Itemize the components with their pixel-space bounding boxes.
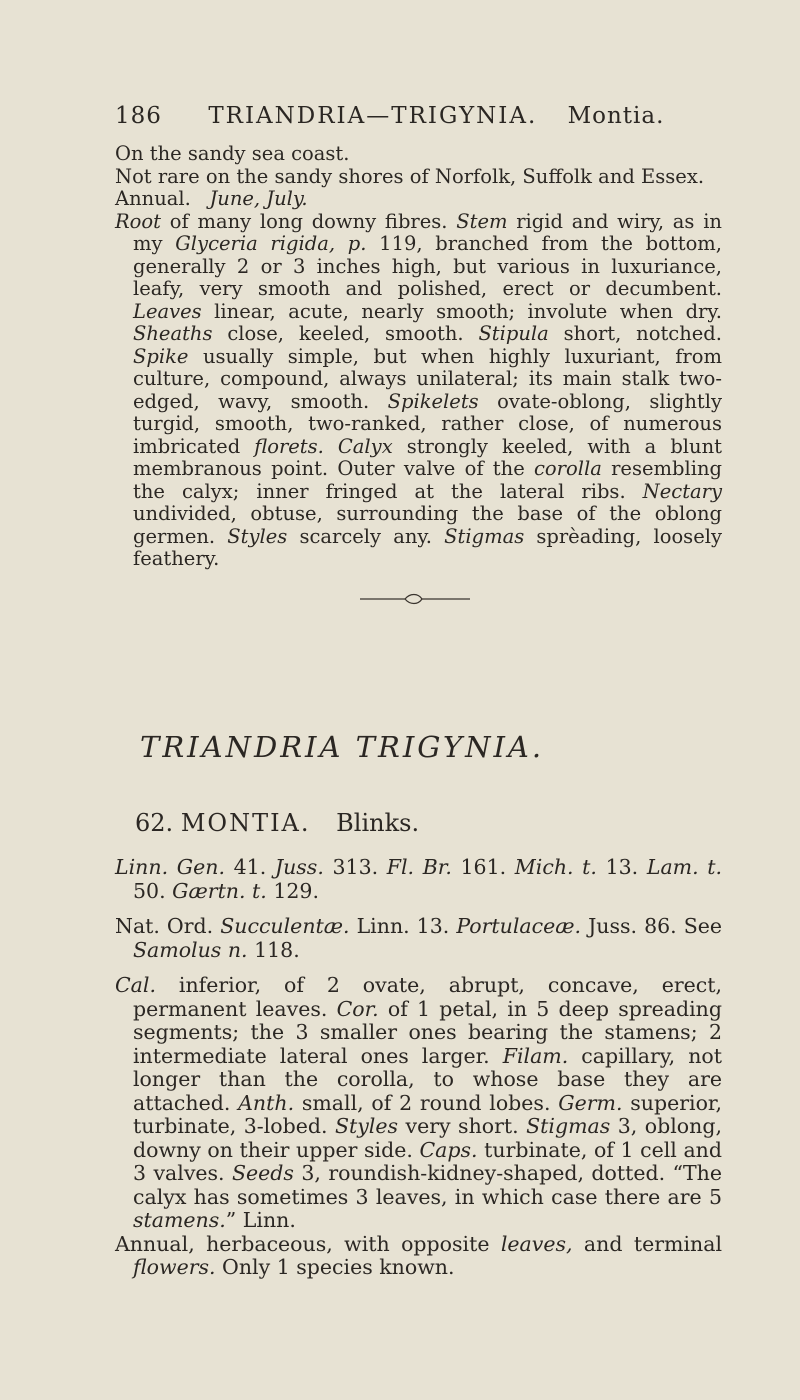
italic-term: Sheaths [133, 322, 213, 345]
text-run: capillary, not longer than the corolla, to whose base they are attached. [133, 1043, 722, 1115]
text-run: linear, acute, nearly smooth; involute when dry. [201, 299, 722, 323]
italic-term: Stigmas [444, 524, 525, 548]
italic-term: flowers. [133, 1255, 216, 1279]
text-run: inferior, of 2 ovate, abrupt, concave, erect, permanent leaves. [133, 973, 722, 1021]
top-entry [115, 143, 722, 571]
text-run: close, keeled, smooth. [212, 322, 479, 345]
italic-term: corolla [534, 457, 602, 480]
italic-term: Anth. [238, 1090, 295, 1115]
italic-term: Mich. t. [514, 855, 597, 879]
habit-line [115, 1233, 722, 1280]
ornamental-divider [360, 592, 470, 606]
italic-term: Styles [227, 524, 288, 548]
text-run: 3, roundish-kidney-shaped, dotted. “The calyx has sometimes 3 leaves, in which case there are 5 [133, 1161, 723, 1209]
page-number: 186 [115, 103, 162, 129]
duration-months: June, July. [209, 187, 308, 210]
locality-line: Not rare on the sandy shores of Norfolk, Suffolk and Essex. [115, 164, 705, 188]
text-run: 161. [451, 855, 515, 879]
text-run: very short. [398, 1114, 527, 1138]
text-run: Annual, herbaceous, with opposite [115, 1231, 501, 1256]
text-run: 119, branched from the bottom, generally 2 or 3 inches high, but various in luxuriance, leafy, very smooth and polished, erect or decumbent. [133, 232, 722, 300]
italic-term: Juss. [274, 855, 324, 879]
text-run: 118. [247, 937, 300, 962]
text-run: 313. [323, 855, 387, 879]
species-description [115, 211, 722, 571]
italic-term: Glyceria rigida, p. [175, 232, 367, 255]
italic-term: Cal. [115, 973, 156, 997]
italic-term: Lam. t. [646, 855, 723, 879]
text-run [324, 435, 338, 458]
text-run: short, notched. [548, 322, 722, 345]
text-run: and terminal [572, 1231, 722, 1256]
italic-term: stamens. [133, 1208, 226, 1232]
italic-term: Fl. Br. [386, 855, 452, 879]
italic-term: Germ. [558, 1090, 623, 1115]
genus-authority: Blinks. [336, 809, 420, 837]
section-title: TRIANDRIA TRIGYNIA. [140, 730, 545, 764]
text-run: 41. [224, 855, 275, 879]
text-run: 3, oblong, downy on their upper side. [133, 1114, 722, 1162]
header-genus: Montia. [567, 103, 665, 129]
text-run: turbinate, of 1 cell and 3 valves. [133, 1137, 722, 1185]
italic-term: Root [115, 209, 161, 233]
italic-term: Spike [133, 344, 189, 368]
italic-term: Succulentæ. [220, 914, 350, 938]
text-run: of many long downy fibres. [161, 209, 457, 233]
text-run: ” Linn. [225, 1208, 296, 1232]
text-run: Only 1 species known. [215, 1255, 455, 1279]
text-run: superior, turbinate, 3-lobed. [133, 1090, 722, 1138]
text-run: 50. [133, 878, 173, 903]
text-run: Linn. 13. [349, 914, 457, 938]
italic-term: Nectary [642, 479, 722, 503]
text-run: undivided, obtuse, surrounding the base of the oblong germen. [133, 502, 722, 548]
duration-label: Annual. [115, 187, 191, 210]
genus-name: MONTIA. [180, 809, 311, 837]
italic-term: Stipula [478, 322, 549, 345]
text-run: resembling the calyx; inner fringed at the lateral ribs. [133, 457, 722, 503]
text-run: small, of 2 round lobes. [294, 1090, 559, 1115]
italic-term: Portulaceæ. [456, 914, 582, 938]
italic-term: Filam. [502, 1043, 569, 1068]
text-run: sprèading, loosely feathery. [133, 524, 722, 570]
italic-term: Linn. Gen. [115, 855, 225, 879]
text-run: of 1 petal, in 5 deep spreading segments; the 3 smaller ones bearing the stamens; 2 intermediate lateral ones larger. [133, 996, 722, 1068]
italic-term: Leaves [133, 299, 202, 323]
italic-term: Samolus n. [133, 937, 248, 962]
italic-term: Caps. [419, 1137, 478, 1162]
italic-term: Stigmas [526, 1114, 611, 1138]
genus-number: 62. [135, 809, 174, 837]
text-run: rigid and wiry, as in my [133, 209, 722, 255]
italic-term: florets. [254, 434, 324, 458]
text-run: 129. [266, 878, 319, 903]
text-run: strongly keeled, with a blunt membranous point. Outer valve of the [133, 434, 722, 480]
text-run: scarcely any. [287, 524, 445, 548]
running-header [115, 103, 715, 129]
natural-order [115, 915, 722, 962]
italic-term: leaves, [500, 1231, 573, 1256]
italic-term: Seeds [231, 1161, 294, 1185]
genus-entry [115, 856, 722, 1280]
generic-characters [115, 974, 722, 1233]
text-run: usually simple, but when highly luxuriant, from culture, compound, always unilateral; its main stalk two-edged, wavy, smooth. [133, 344, 722, 413]
italic-term: Cor. [336, 996, 379, 1021]
genus-heading [135, 809, 419, 837]
italic-term: Styles [334, 1114, 399, 1138]
italic-term: Stem [456, 209, 508, 233]
italic-term: Gærtn. t. [172, 878, 267, 903]
text-run: Juss. 86. See [581, 914, 723, 938]
italic-term: Spikelets [387, 389, 479, 413]
text-run: 13. [596, 855, 647, 879]
references [115, 856, 722, 903]
running-title: TRIANDRIA—TRIGYNIA. [208, 103, 538, 129]
text-run: ovate-oblong, slightly turgid, smooth, two-ranked, rather close, of numerous imbricated [133, 389, 722, 458]
italic-term: Calyx [337, 434, 393, 458]
habitat-line: On the sandy sea coast. [115, 142, 350, 165]
duration-line [115, 188, 722, 211]
text-run: Nat. Ord. [115, 914, 221, 938]
